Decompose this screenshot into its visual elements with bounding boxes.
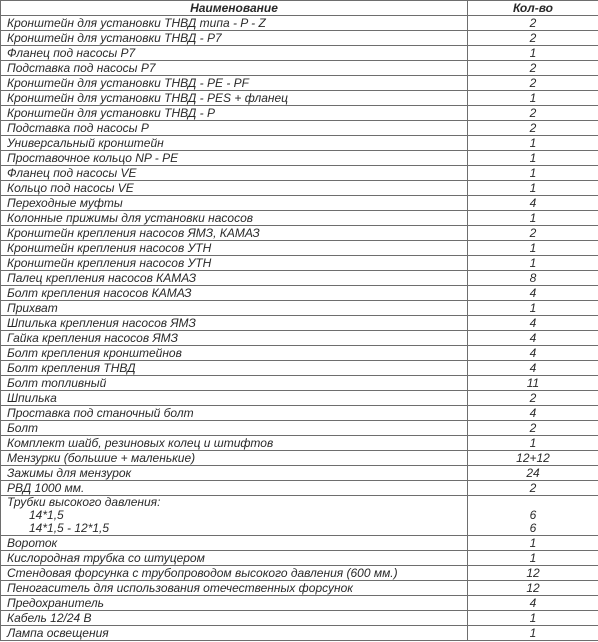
tubes-qty-1: 6 — [529, 508, 537, 522]
tubes-sub-2: 14*1,5 - 12*1,5 — [29, 521, 110, 535]
item-name: Лампа освещения — [1, 626, 468, 641]
item-qty: 12+12 — [468, 451, 598, 466]
item-qty: 2 — [468, 481, 598, 496]
item-name: Болт — [1, 421, 468, 436]
table-row — [1, 46, 598, 61]
item-name: Переходные муфты — [1, 196, 468, 211]
table-row — [1, 331, 598, 346]
item-name: Фланец под насосы VE — [1, 166, 468, 181]
item-qty: 4 — [468, 406, 598, 421]
item-name: Фланец под насосы P7 — [1, 46, 468, 61]
item-qty: 1 — [468, 91, 598, 106]
item-name: Кабель 12/24 В — [1, 611, 468, 626]
item-name: Универсальный кронштейн — [1, 136, 468, 151]
item-qty: 1 — [468, 301, 598, 316]
item-name: Болт топливный — [1, 376, 468, 391]
table-row — [1, 106, 598, 121]
item-name: Пеногаситель для использования отечественных форсунок — [1, 581, 468, 596]
item-name: Болт крепления кронштейнов — [1, 346, 468, 361]
item-qty: 12 — [468, 581, 598, 596]
item-name: Подставка под насосы P — [1, 121, 468, 136]
item-qty: 24 — [468, 466, 598, 481]
item-qty: 1 — [468, 551, 598, 566]
table-row — [1, 376, 598, 391]
tubes-sub-1: 14*1,5 — [29, 508, 64, 522]
item-qty: 1 — [468, 136, 598, 151]
item-qty: 2 — [468, 121, 598, 136]
table-row — [1, 286, 598, 301]
item-name: Стендовая форсунка с трубопроводом высокого давления (600 мм.) — [1, 566, 468, 581]
item-name: Проставка под станочный болт — [1, 406, 468, 421]
item-name: Прихват — [1, 301, 468, 316]
item-qty: 2 — [468, 16, 598, 31]
item-qty: 1 — [468, 536, 598, 551]
table-row — [1, 421, 598, 436]
tubes-qty-2: 6 — [529, 521, 537, 535]
item-name: Шпилька — [1, 391, 468, 406]
item-qty: 11 — [468, 376, 598, 391]
item-qty: 1 — [468, 166, 598, 181]
item-qty: 1 — [468, 151, 598, 166]
item-qty: 1 — [468, 436, 598, 451]
item-qty — [468, 496, 598, 536]
table-row — [1, 121, 598, 136]
item-qty: 1 — [468, 46, 598, 61]
table-row — [1, 391, 598, 406]
item-name: Кронштейн для установки ТНВД типа - P - Z — [1, 16, 468, 31]
table-row — [1, 31, 598, 46]
tubes-title: Трубки высокого давления: — [7, 495, 161, 509]
table-row — [1, 581, 598, 596]
item-qty: 1 — [468, 241, 598, 256]
item-qty: 2 — [468, 106, 598, 121]
item-name: Кронштейн для установки ТНВД - P7 — [1, 31, 468, 46]
item-qty: 4 — [468, 346, 598, 361]
item-name: Кольцо под насосы VE — [1, 181, 468, 196]
item-name: Зажимы для мензурок — [1, 466, 468, 481]
table-row — [1, 596, 598, 611]
table-row — [1, 211, 598, 226]
table-row-tubes — [1, 496, 598, 536]
item-name: Кронштейн крепления насосов УТН — [1, 256, 468, 271]
table-row — [1, 151, 598, 166]
item-name: Кронштейн для установки ТНВД - PES + фланец — [1, 91, 468, 106]
item-qty: 1 — [468, 211, 598, 226]
item-name: Гайка крепления насосов ЯМЗ — [1, 331, 468, 346]
item-qty: 4 — [468, 316, 598, 331]
name-column-header: Наименование — [1, 1, 468, 16]
item-qty: 12 — [468, 566, 598, 581]
table-row — [1, 566, 598, 581]
table-row — [1, 346, 598, 361]
item-name: Палец крепления насосов КАМАЗ — [1, 271, 468, 286]
item-qty: 4 — [468, 361, 598, 376]
item-qty: 1 — [468, 611, 598, 626]
table-row — [1, 136, 598, 151]
item-name: Кронштейн крепления насосов УТН — [1, 241, 468, 256]
table-row — [1, 551, 598, 566]
item-name: Кронштейн для установки ТНВД - P — [1, 106, 468, 121]
table-row — [1, 181, 598, 196]
item-qty: 2 — [468, 226, 598, 241]
table-row — [1, 226, 598, 241]
table-row — [1, 611, 598, 626]
item-qty: 1 — [468, 181, 598, 196]
table-row — [1, 436, 598, 451]
item-name: Вороток — [1, 536, 468, 551]
table-row — [1, 301, 598, 316]
item-name: Комплект шайб, резиновых колец и штифтов — [1, 436, 468, 451]
item-qty: 4 — [468, 286, 598, 301]
header-row — [1, 1, 598, 16]
table-row — [1, 481, 598, 496]
table-row — [1, 361, 598, 376]
item-name: Болт крепления ТНВД — [1, 361, 468, 376]
table-row — [1, 61, 598, 76]
table-row — [1, 166, 598, 181]
item-name — [1, 496, 468, 536]
item-name: Проставочное кольцо NP - PE — [1, 151, 468, 166]
item-name: Предохранитель — [1, 596, 468, 611]
table-row — [1, 536, 598, 551]
item-qty: 2 — [468, 31, 598, 46]
item-qty: 4 — [468, 331, 598, 346]
item-name: Мензурки (большие + маленькие) — [1, 451, 468, 466]
table-row — [1, 91, 598, 106]
item-qty: 2 — [468, 76, 598, 91]
item-name: Болт крепления насосов КАМАЗ — [1, 286, 468, 301]
item-qty: 1 — [468, 256, 598, 271]
table-row — [1, 626, 598, 641]
item-name: Кронштейн для установки ТНВД - PE - PF — [1, 76, 468, 91]
table-row — [1, 451, 598, 466]
item-qty: 2 — [468, 391, 598, 406]
item-qty: 2 — [468, 61, 598, 76]
table-row — [1, 316, 598, 331]
item-name: Шпилька крепления насосов ЯМЗ — [1, 316, 468, 331]
item-qty: 2 — [468, 421, 598, 436]
item-name: Колонные прижимы для установки насосов — [1, 211, 468, 226]
table-row — [1, 466, 598, 481]
table-row — [1, 256, 598, 271]
item-qty: 1 — [468, 626, 598, 641]
item-qty: 8 — [468, 271, 598, 286]
item-name: Кронштейн крепления насосов ЯМЗ, КАМАЗ — [1, 226, 468, 241]
item-qty: 4 — [468, 596, 598, 611]
table-row — [1, 16, 598, 31]
table-row — [1, 76, 598, 91]
item-qty: 4 — [468, 196, 598, 211]
item-name: РВД 1000 мм. — [1, 481, 468, 496]
qty-column-header: Кол-во — [468, 1, 598, 16]
table-row — [1, 406, 598, 421]
table-row — [1, 241, 598, 256]
table-row — [1, 196, 598, 211]
item-name: Подставка под насосы P7 — [1, 61, 468, 76]
item-name: Кислородная трубка со штуцером — [1, 551, 468, 566]
table-row — [1, 271, 598, 286]
